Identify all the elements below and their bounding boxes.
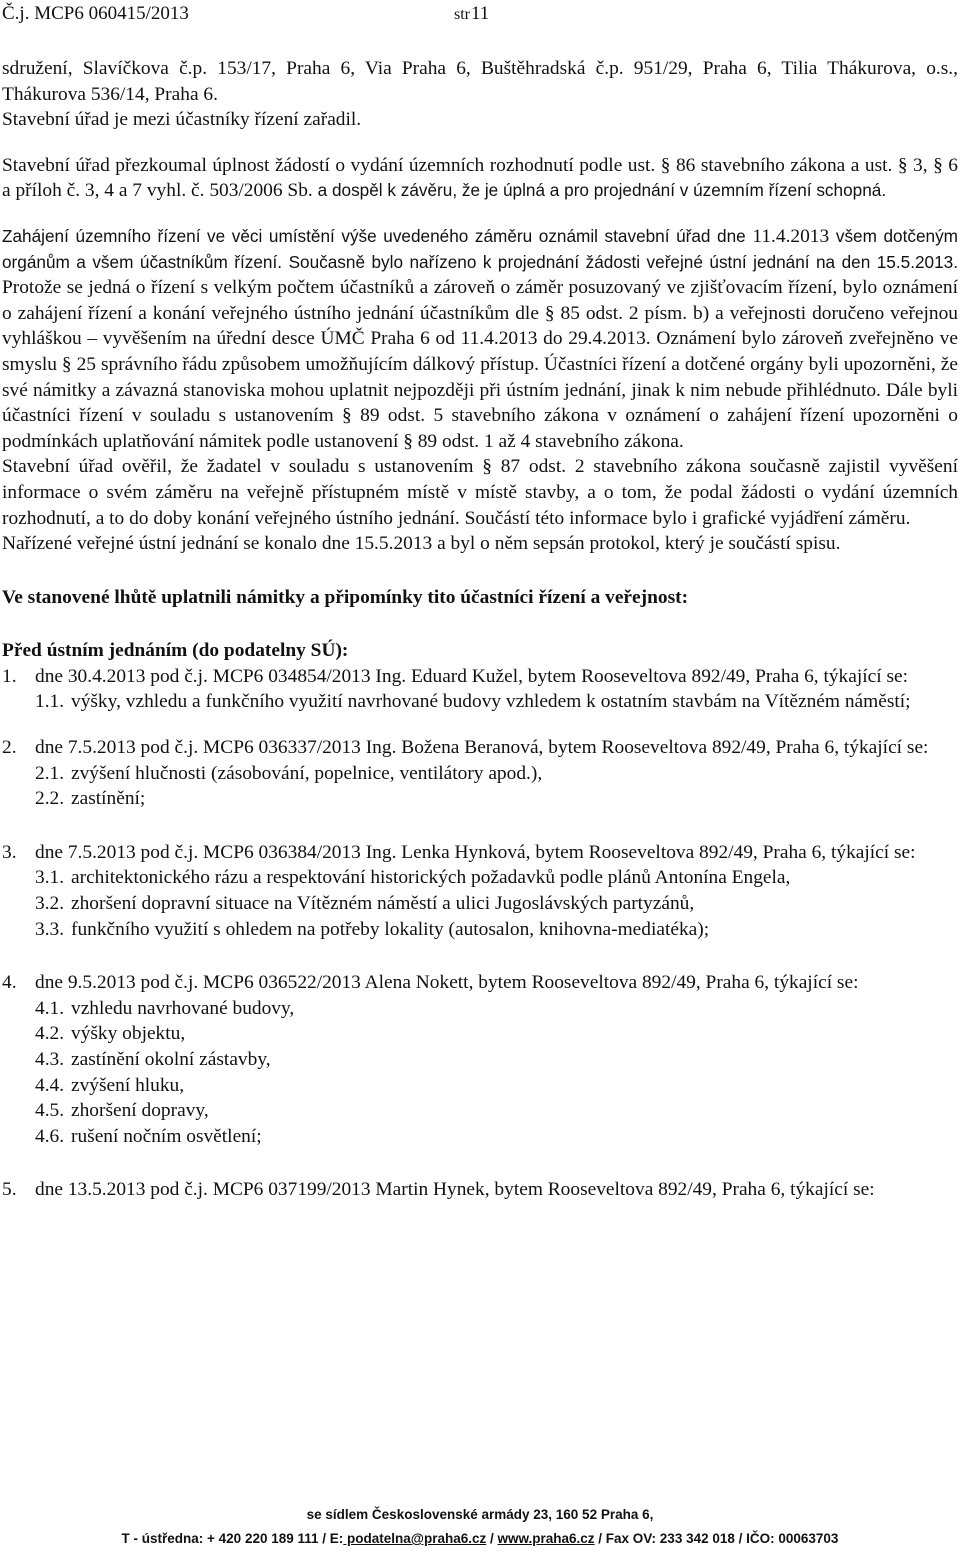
subitem-text: rušení nočním osvětlení; bbox=[71, 1125, 262, 1147]
list-subitem bbox=[2, 1124, 958, 1150]
paragraph-proceedings bbox=[2, 224, 958, 454]
proceedings-start: Zahájení územního řízení ve věci umístění výše uvedeného záměru oznámil stavební úřad dne bbox=[2, 225, 746, 246]
proceedings-hearing: Současně bylo nařízeno k projednání žádosti veřejné ústní jednání na den 15.5.2013. bbox=[288, 251, 958, 272]
list-item bbox=[2, 735, 958, 761]
website-link[interactable]: www.praha6.cz bbox=[497, 1531, 595, 1546]
list-subitem bbox=[2, 1021, 958, 1047]
list-item-number: 4. bbox=[2, 972, 17, 994]
list-item bbox=[2, 970, 958, 996]
subitem-number: 3.3. bbox=[35, 918, 65, 940]
proceedings-recipients: všem dotčeným orgánům a všem účastníkům řízení. bbox=[2, 225, 958, 272]
list-item bbox=[2, 664, 958, 690]
list-item bbox=[2, 1177, 958, 1203]
list-item-number: 5. bbox=[2, 1179, 17, 1201]
list-subitem bbox=[2, 1047, 958, 1073]
subitem-number: 1.1. bbox=[35, 691, 65, 713]
completeness-serif-part: Stavební úřad přezkoumal úplnost žádostí o vydání územních rozhodnutí podle ust. § 86 stavebního zákona a ust. § 3, § 6 a příloh č. 3, 4 a 7 vyhl. č. 503/2006 Sb. bbox=[2, 154, 958, 202]
paragraph-participants: sdružení, Slavíčkova č.p. 153/17, Praha 6, Via Praha 6, Buštěhradská č.p. 951/29, Praha 6, Tilia Thákurova, o.s., Thákurova 536/14, Praha 6. bbox=[2, 58, 958, 105]
subitem-number: 4.2. bbox=[35, 1023, 65, 1045]
list-item-text: dne 9.5.2013 pod č.j. MCP6 036522/2013 Alena Nokett, bytem Rooseveltova 892/49, Praha 6, týkající se: bbox=[35, 972, 859, 994]
list-subitem bbox=[2, 786, 958, 812]
subitem-text: zhoršení dopravy, bbox=[71, 1100, 209, 1122]
footer-fax-ico: / Fax OV: 233 342 018 / IČO: 00063703 bbox=[594, 1531, 839, 1546]
subitem-number: 4.6. bbox=[35, 1125, 65, 1147]
list-item-number: 2. bbox=[2, 737, 17, 759]
list-subitem bbox=[2, 1098, 958, 1124]
proceedings-details: Protože se jedná o řízení s velkým počtem účastníků a zároveň o záměr posuzovaný ve zjišťovacím řízení, bylo oznámení o zahájení řízení a konání veřejného ústního jednání účastníkům dle § 85 odst. 2 písm. b) a veřejnosti doručeno veřejnou vyhláškou – vyvěšením na úřední desce ÚMČ Praha 6 od 11.4.2013 do 29.4.2013. Oznámení bylo zároveň zveřejněno ve smyslu § 25 správního řádu způsobem umožňujícím dálkový přístup. Účastníci řízení a dotčené orgány byli upozorněni, že své námitky a závazná stanoviska mohou uplatnit nejpozději při ústním jednání, jinak k nim nebude přihlédnuto. Dále byli účastníci řízení v souladu s ustanovením § 89 odst. 5 stavebního zákona v oznámení o zahájení řízení upozorněni o podmínkách uplatňování námitek podle ustanovení § 89 odst. 1 až 4 stavebního zákona. bbox=[2, 277, 958, 452]
list-item-text: dne 30.4.2013 pod č.j. MCP6 034854/2013 Ing. Eduard Kužel, bytem Rooseveltova 892/49, Praha 6, týkající se: bbox=[35, 665, 908, 687]
subitem-text: zastínění okolní zástavby, bbox=[71, 1049, 271, 1070]
subitem-text: zvýšení hlučnosti (zásobování, popelnice, ventilátory apod.), bbox=[71, 762, 543, 784]
heading-before-hearing: Před ústním jednáním (do podatelny SÚ): bbox=[2, 640, 349, 662]
list-item-number: 1. bbox=[2, 665, 17, 687]
subitem-number: 2.1. bbox=[35, 762, 65, 784]
subitem-number: 4.5. bbox=[35, 1100, 65, 1122]
subitem-number: 3.1. bbox=[35, 867, 65, 889]
footer-contacts bbox=[0, 1527, 960, 1551]
page-number-value: 11 bbox=[471, 3, 490, 24]
paragraph-hearing-held: Nařízené veřejné ústní jednání se konalo dne 15.5.2013 a byl o něm sepsán protokol, který je součástí spisu. bbox=[2, 533, 841, 555]
subitem-number: 2.2. bbox=[35, 788, 65, 810]
footer-phone: T - ústředna: + 420 220 189 111 / E: bbox=[121, 1531, 344, 1546]
list-item-number: 3. bbox=[2, 841, 17, 863]
page-footer bbox=[0, 1503, 960, 1551]
list-subitem bbox=[2, 689, 958, 715]
list-item-text: dne 13.5.2013 pod č.j. MCP6 037199/2013 Martin Hynek, bytem Rooseveltova 892/49, Praha 6, týkající se: bbox=[35, 1179, 875, 1201]
page-label: str bbox=[454, 6, 470, 23]
list-subitem bbox=[2, 996, 958, 1022]
document-body bbox=[2, 56, 958, 1203]
list-item bbox=[2, 840, 958, 866]
list-subitem bbox=[2, 761, 958, 787]
subitem-text: zvýšení hluku, bbox=[71, 1074, 185, 1096]
list-subitem bbox=[2, 865, 958, 891]
footer-address: se sídlem Československé armády 23, 160 52 Praha 6, bbox=[306, 1507, 654, 1522]
page-header bbox=[2, 3, 958, 29]
list-item-text: dne 7.5.2013 pod č.j. MCP6 036384/2013 Ing. Lenka Hynková, bytem Rooseveltova 892/49, Praha 6, týkající se: bbox=[35, 841, 916, 863]
list-item-text: dne 7.5.2013 pod č.j. MCP6 036337/2013 Ing. Božena Beranová, bytem Rooseveltova 892/49, Praha 6, týkající se: bbox=[35, 737, 929, 759]
document-reference: Č.j. MCP6 060415/2013 bbox=[2, 3, 189, 24]
page-number bbox=[454, 3, 489, 25]
subitem-number: 4.4. bbox=[35, 1074, 65, 1096]
objection-list bbox=[2, 664, 958, 1203]
heading-objections: Ve stanovené lhůtě uplatnili námitky a připomínky tito účastníci řízení a veřejnost: bbox=[2, 586, 689, 608]
subitem-text: zhoršení dopravní situace na Vítězném náměstí a ulici Jugoslávských partyzánů, bbox=[71, 893, 695, 915]
paragraph-completeness bbox=[2, 153, 958, 204]
proceedings-date: 11.4.2013 bbox=[752, 225, 830, 247]
completeness-sans-part: a dospěl k závěru, že je úplná a pro projednání v územním řízení schopná. bbox=[317, 180, 887, 201]
subitem-number: 4.1. bbox=[35, 997, 65, 1019]
footer-separator: / bbox=[486, 1531, 498, 1546]
list-subitem bbox=[2, 891, 958, 917]
paragraph-verification: Stavební úřad ověřil, že žadatel v souladu s ustanovením § 87 odst. 2 stavebního zákona současně zajistil vyvěšení informace o svém záměru na veřejně přístupném místě v místě stavby, a o tom, že podal žádosti o vydání územních rozhodnutí, a to do doby konání veřejného ústního jednání. Součástí této informace bylo i grafické vyjádření záměru. bbox=[2, 456, 958, 529]
list-subitem bbox=[2, 917, 958, 943]
paragraph-participants-note: Stavební úřad je mezi účastníky řízení zařadil. bbox=[2, 109, 362, 131]
subitem-text: funkčního využití s ohledem na potřeby lokality (autosalon, knihovna-mediatéka); bbox=[71, 918, 710, 940]
email-link[interactable]: podatelna@praha6.cz bbox=[343, 1531, 487, 1546]
subitem-number: 3.2. bbox=[35, 893, 65, 915]
subitem-text: výšky objektu, bbox=[71, 1023, 186, 1045]
list-subitem bbox=[2, 1073, 958, 1099]
subitem-text: architektonického rázu a respektování historických požadavků podle plánů Antonína Engela, bbox=[71, 867, 791, 889]
subitem-text: vzhledu navrhované budovy, bbox=[71, 997, 295, 1019]
subitem-text: výšky, vzhledu a funkčního využití navrhované budovy vzhledem k ostatním stavbám na Vítězném náměstí; bbox=[71, 691, 911, 713]
subitem-number: 4.3. bbox=[35, 1049, 65, 1070]
subitem-text: zastínění; bbox=[71, 788, 146, 810]
